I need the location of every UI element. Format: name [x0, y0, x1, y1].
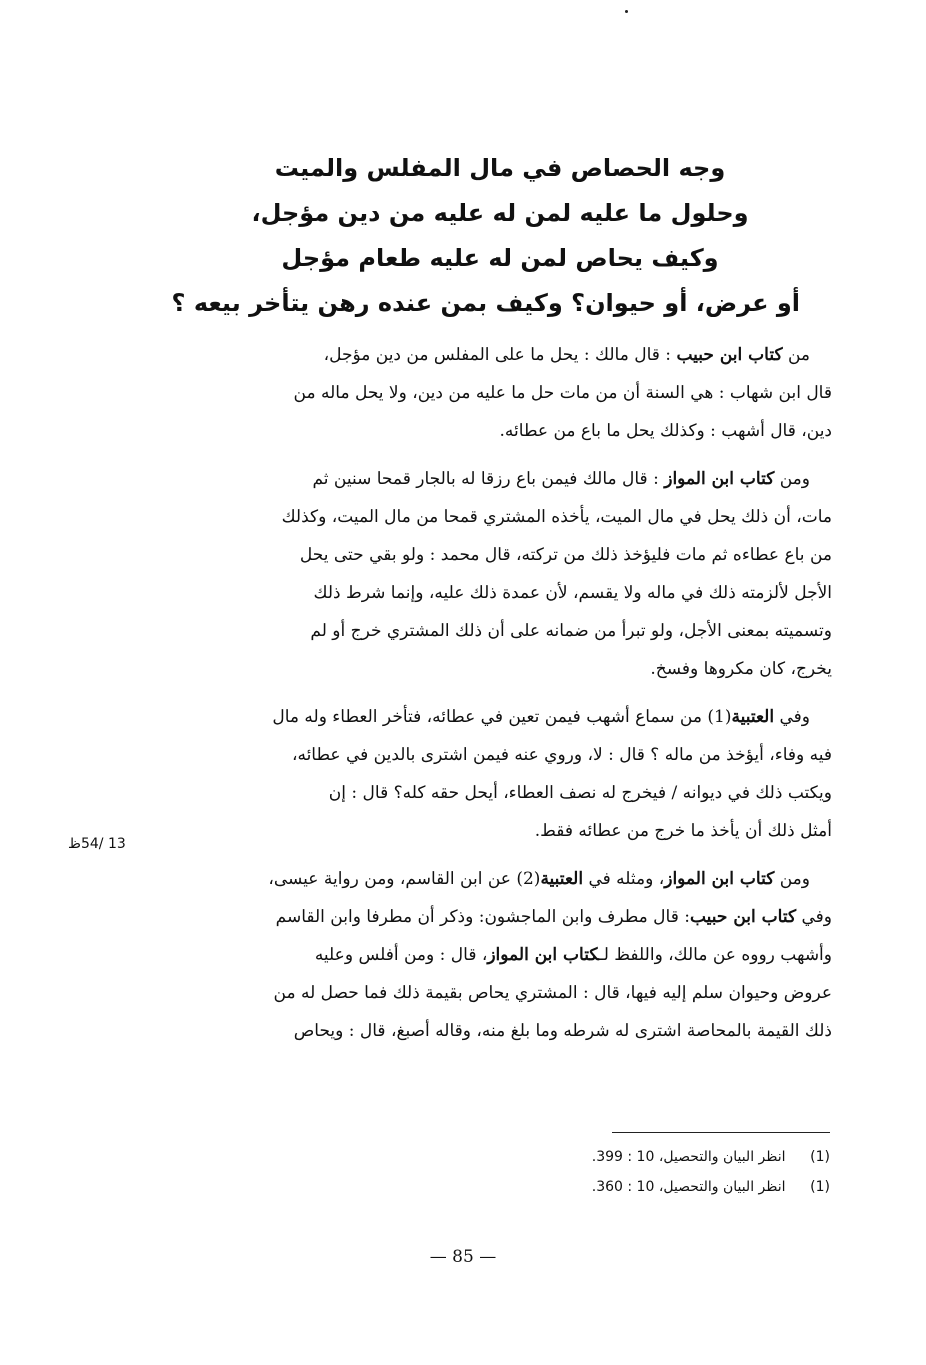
book-reference: العتبية — [731, 707, 775, 727]
text-run: وفي — [774, 707, 810, 727]
title-line: وحلول ما عليه لمن له عليه من دين مؤجل، — [251, 199, 749, 227]
text-run: دين، قال أشهب : وكذلك يحل ما باع من عطائه. — [499, 421, 832, 441]
paragraph — [160, 336, 832, 450]
page-number: — 85 — — [429, 1247, 497, 1267]
text-run: يخرج، كان مكروها وفسخ. — [650, 659, 832, 679]
body-text — [160, 336, 832, 1060]
paragraph — [160, 698, 832, 850]
text-line — [160, 536, 832, 574]
text-line — [160, 736, 832, 774]
text-run: : قال مطرف وابن الماجشون: وذكر أن مطرفا وابن القاسم — [275, 907, 690, 927]
text-run: (1) من سماع أشهب فيمن تعين في عطائه، فتأخر العطاء وله مال — [272, 707, 732, 727]
text-run: وأشهب رووه عن مالك، واللفظ لـ — [598, 945, 832, 965]
footnote-number: (1) — [810, 1149, 830, 1165]
text-line — [160, 650, 832, 688]
title-line: أو عرض، أو حيوان؟ وكيف بمن عنده رهن يتأخر بيعه ؟ — [171, 289, 800, 317]
footnote-text: انظر البيان والتحصيل، 10 : 399. — [591, 1149, 786, 1165]
footnote-text: انظر البيان والتحصيل، 10 : 360. — [591, 1179, 786, 1195]
footnote-separator — [612, 1132, 830, 1133]
book-reference: كتاب ابن المواز — [487, 945, 599, 965]
chapter-title — [171, 146, 800, 326]
manuscript-folio-note: 13 /54ظ — [68, 836, 126, 852]
book-reference: كتاب ابن المواز — [664, 869, 775, 889]
text-line — [160, 774, 832, 812]
text-run: عروض وحيوان سلم إليه فيها، قال : المشتري يحاص بقيمة ذلك فما حصل له من — [273, 983, 832, 1003]
text-line — [160, 1012, 832, 1050]
text-line — [160, 698, 832, 736]
text-line — [160, 974, 832, 1012]
text-line — [160, 812, 832, 850]
paragraph — [160, 860, 832, 1050]
text-run: من باع عطاءه ثم مات فليؤخذ ذلك من تركته، قال محمد : ولو بقي حتى يحل — [299, 545, 832, 565]
text-line — [160, 898, 832, 936]
text-run: (2) عن ابن القاسم، ومن رواية عيسى، — [268, 869, 541, 889]
text-line — [160, 860, 832, 898]
text-run: مات، أن ذلك يحل في مال الميت، يأخذه المشتري قمحا من مال الميت، وكذلك — [281, 507, 832, 527]
text-line — [160, 460, 832, 498]
text-run: : قال مالك : يحل ما على المفلس من دين مؤجل، — [323, 345, 677, 365]
text-line — [160, 574, 832, 612]
title-line: وكيف يحاص لمن له عليه طعام مؤجل — [281, 244, 719, 272]
text-line — [160, 336, 832, 374]
footnote-number: (1) — [810, 1179, 830, 1195]
text-run: ، قال : ومن أفلس وعليه — [314, 945, 488, 965]
text-run: من — [782, 345, 810, 365]
text-run: ويكتب ذلك في ديوانه / فيخرج له نصف العطاء، أيحل حقه كله؟ قال : إن — [328, 783, 832, 803]
text-run: قال ابن شهاب : هي السنة أن من مات حل ما عليه من دين، ولا يحل ماله من — [293, 383, 832, 403]
text-run: وفي — [796, 907, 832, 927]
text-run: : قال مالك فيمن باع رزقا له بالجار قمحا سنين ثم — [312, 469, 665, 489]
footnote — [420, 1142, 830, 1172]
text-run: وتسميته بمعنى الأجل، ولو تبرأ من ضمانه على أن ذلك المشتري خرج أو لم — [310, 621, 832, 641]
text-line — [160, 412, 832, 450]
text-run: ، ومثله في — [583, 869, 665, 889]
paragraph — [160, 460, 832, 688]
text-run: ومن — [774, 869, 810, 889]
book-reference: كتاب ابن حبيب — [676, 345, 783, 365]
text-line — [160, 498, 832, 536]
text-line — [160, 612, 832, 650]
footnote — [420, 1172, 830, 1202]
text-run: ومن — [774, 469, 810, 489]
footnotes — [420, 1142, 830, 1202]
text-run: فيه وفاء، أيؤخذ من ماله ؟ قال : لا، وروي عنه فيمن اشترى بالدين في عطائه، — [291, 745, 832, 765]
text-line — [160, 936, 832, 974]
text-run: ذلك القيمة بالمحاصة اشترى له شرطه وما بلغ منه، وقاله أصبغ، قال : ويحاص — [293, 1021, 832, 1041]
page-speck — [625, 10, 628, 13]
book-reference: العتبية — [540, 869, 584, 889]
title-line: وجه الحصاص في مال المفلس والميت — [274, 154, 726, 182]
book-reference: كتاب ابن المواز — [664, 469, 775, 489]
text-run: أمثل ذلك أن يأخذ ما خرج من عطائه فقط. — [534, 821, 832, 841]
text-run: الأجل لألزمته ذلك في ماله ولا يقسم، لأن عمدة ذلك عليه، وإنما شرط ذلك — [313, 583, 832, 603]
book-reference: كتاب ابن حبيب — [689, 907, 797, 927]
text-line — [160, 374, 832, 412]
